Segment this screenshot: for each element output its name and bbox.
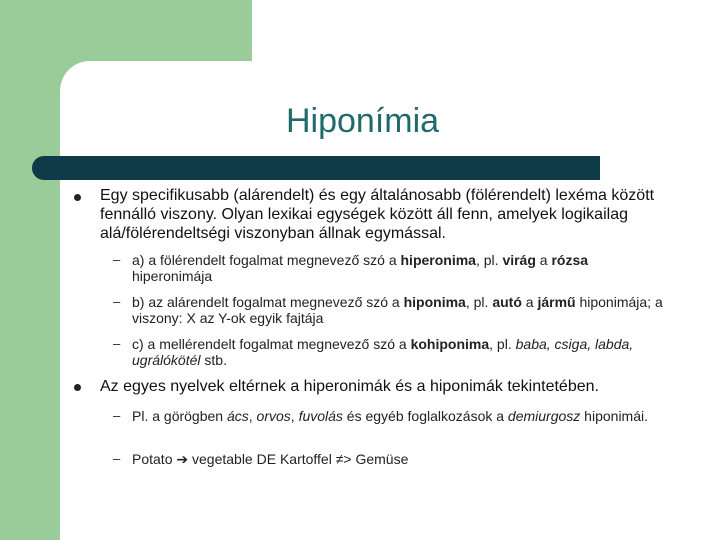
dash-marker: – xyxy=(113,408,121,423)
sub-item-greek-example: Pl. a görögben ács, orvos, fuvolás és egyéb foglalkozások a demiurgosz hiponimái. xyxy=(132,408,648,424)
sub-item-potato-example: Potato ➔ vegetable DE Kartoffel ≠> Gemüse xyxy=(132,451,409,467)
slide-title: Hiponímia xyxy=(286,102,440,140)
bullet-languages: Az egyes nyelvek eltérnek a hiperonimák és a hiponimák tekintetében. xyxy=(100,378,599,395)
dash-marker: – xyxy=(113,294,121,309)
dash-marker: – xyxy=(113,252,121,267)
bullet-dot xyxy=(74,384,81,391)
sub-item-cohyponym: c) a mellérendelt fogalmat megnevező szó a kohiponima, pl. baba, csiga, labda, ugrálókötél stb. xyxy=(132,336,634,368)
sub-item-hyponym: b) az alárendelt fogalmat megnevező szó a hiponima, pl. autó a jármű hiponimája; a viszony: X az Y-ok egyik fajtája xyxy=(132,294,663,326)
bullet-dot xyxy=(74,194,81,201)
bullet-definition: Egy specifikusabb (alárendelt) és egy általánosabb (fölérendelt) lexéma között fennálló viszony. Olyan lexikai egységek között áll fenn, amelyek logikailag alá/fölérendeltségi viszonyban állnak egymással. xyxy=(100,187,655,242)
sub-item-hyperonym: a) a fölérendelt fogalmat megnevező szó a hiperonima, pl. virág a rózsa hiperonimája xyxy=(132,252,589,284)
arrow-right-icon: ➔ xyxy=(176,451,189,467)
dash-marker: – xyxy=(113,336,121,351)
title-underline-bar xyxy=(32,156,600,180)
dash-marker: – xyxy=(113,451,121,466)
